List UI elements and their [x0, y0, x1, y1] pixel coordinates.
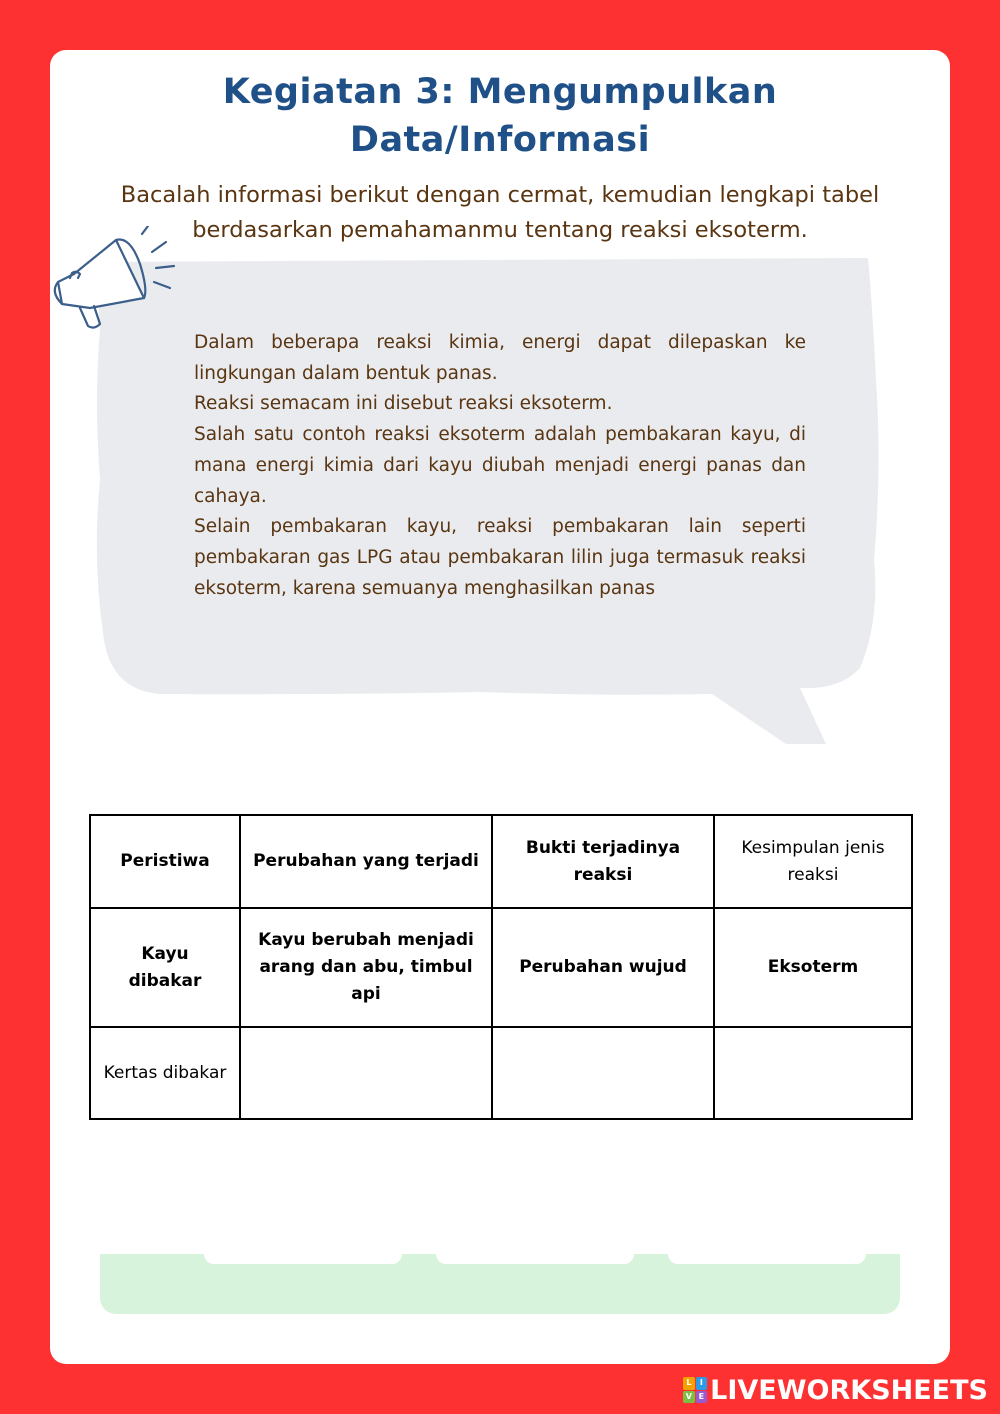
- page-title-line2: Data/Informasi: [349, 120, 651, 160]
- green-panel-tab: [204, 1254, 402, 1264]
- header-peristiwa: Peristiwa: [90, 815, 240, 908]
- answer-change-input[interactable]: [240, 1027, 492, 1119]
- table-row: [90, 908, 912, 1027]
- header-kesimpulan: Kesimpulan jenis reaksi: [714, 815, 912, 908]
- table-header-row: [90, 815, 912, 908]
- answer-evidence-input[interactable]: [492, 1027, 714, 1119]
- cell-event: Kayu dibakar: [90, 908, 240, 1027]
- header-perubahan: Perubahan yang terjadi: [240, 815, 492, 908]
- info-paragraph-4: Selain pembakaran kayu, reaksi pembakaran lain seperti pembakaran gas LPG atau pembakaran lilin juga termasuk reaksi eksoterm, karena semuanya menghasilkan panas: [194, 516, 806, 599]
- logo-letter: L: [683, 1377, 695, 1390]
- logo-letter: E: [696, 1391, 708, 1404]
- table-row: [90, 1027, 912, 1119]
- liveworksheets-logo[interactable]: [683, 1372, 988, 1408]
- green-panel-tab: [668, 1254, 866, 1264]
- answer-conclusion-input[interactable]: [714, 1027, 912, 1119]
- cell-conclusion: Eksoterm: [714, 908, 912, 1027]
- brand-name: LIVEWORKSHEETS: [710, 1374, 988, 1406]
- logo-letter: I: [696, 1377, 708, 1390]
- instruction-text: Bacalah informasi berikut dengan cermat, kemudian lengkapi tabel berdasarkan pemahamanmu tentang reaksi eksoterm.: [120, 182, 880, 243]
- info-paragraph-3: Salah satu contoh reaksi eksoterm adalah pembakaran kayu, di mana energi kimia dari kayu diubah menjadi energi panas dan cahaya.: [194, 424, 806, 507]
- page-title-line1: Kegiatan 3: Mengumpulkan: [222, 72, 778, 112]
- cell-event: Kertas dibakar: [90, 1027, 240, 1119]
- info-paragraph-1: Dalam beberapa reaksi kimia, energi dapat dilepaskan ke lingkungan dalam bentuk panas.: [194, 332, 806, 384]
- info-paragraph-2: Reaksi semacam ini disebut reaksi eksoterm.: [194, 393, 613, 415]
- logo-mark-icon: [683, 1377, 707, 1403]
- green-panel-tab: [436, 1254, 634, 1264]
- header-bukti: Bukti terjadinya reaksi: [492, 815, 714, 908]
- megaphone-icon: [44, 226, 179, 331]
- logo-letter: V: [683, 1391, 695, 1404]
- cell-change: Kayu berubah menjadi arang dan abu, timbul api: [240, 908, 492, 1027]
- cell-evidence: Perubahan wujud: [492, 908, 714, 1027]
- info-text: [194, 328, 806, 604]
- data-table: [89, 814, 913, 1120]
